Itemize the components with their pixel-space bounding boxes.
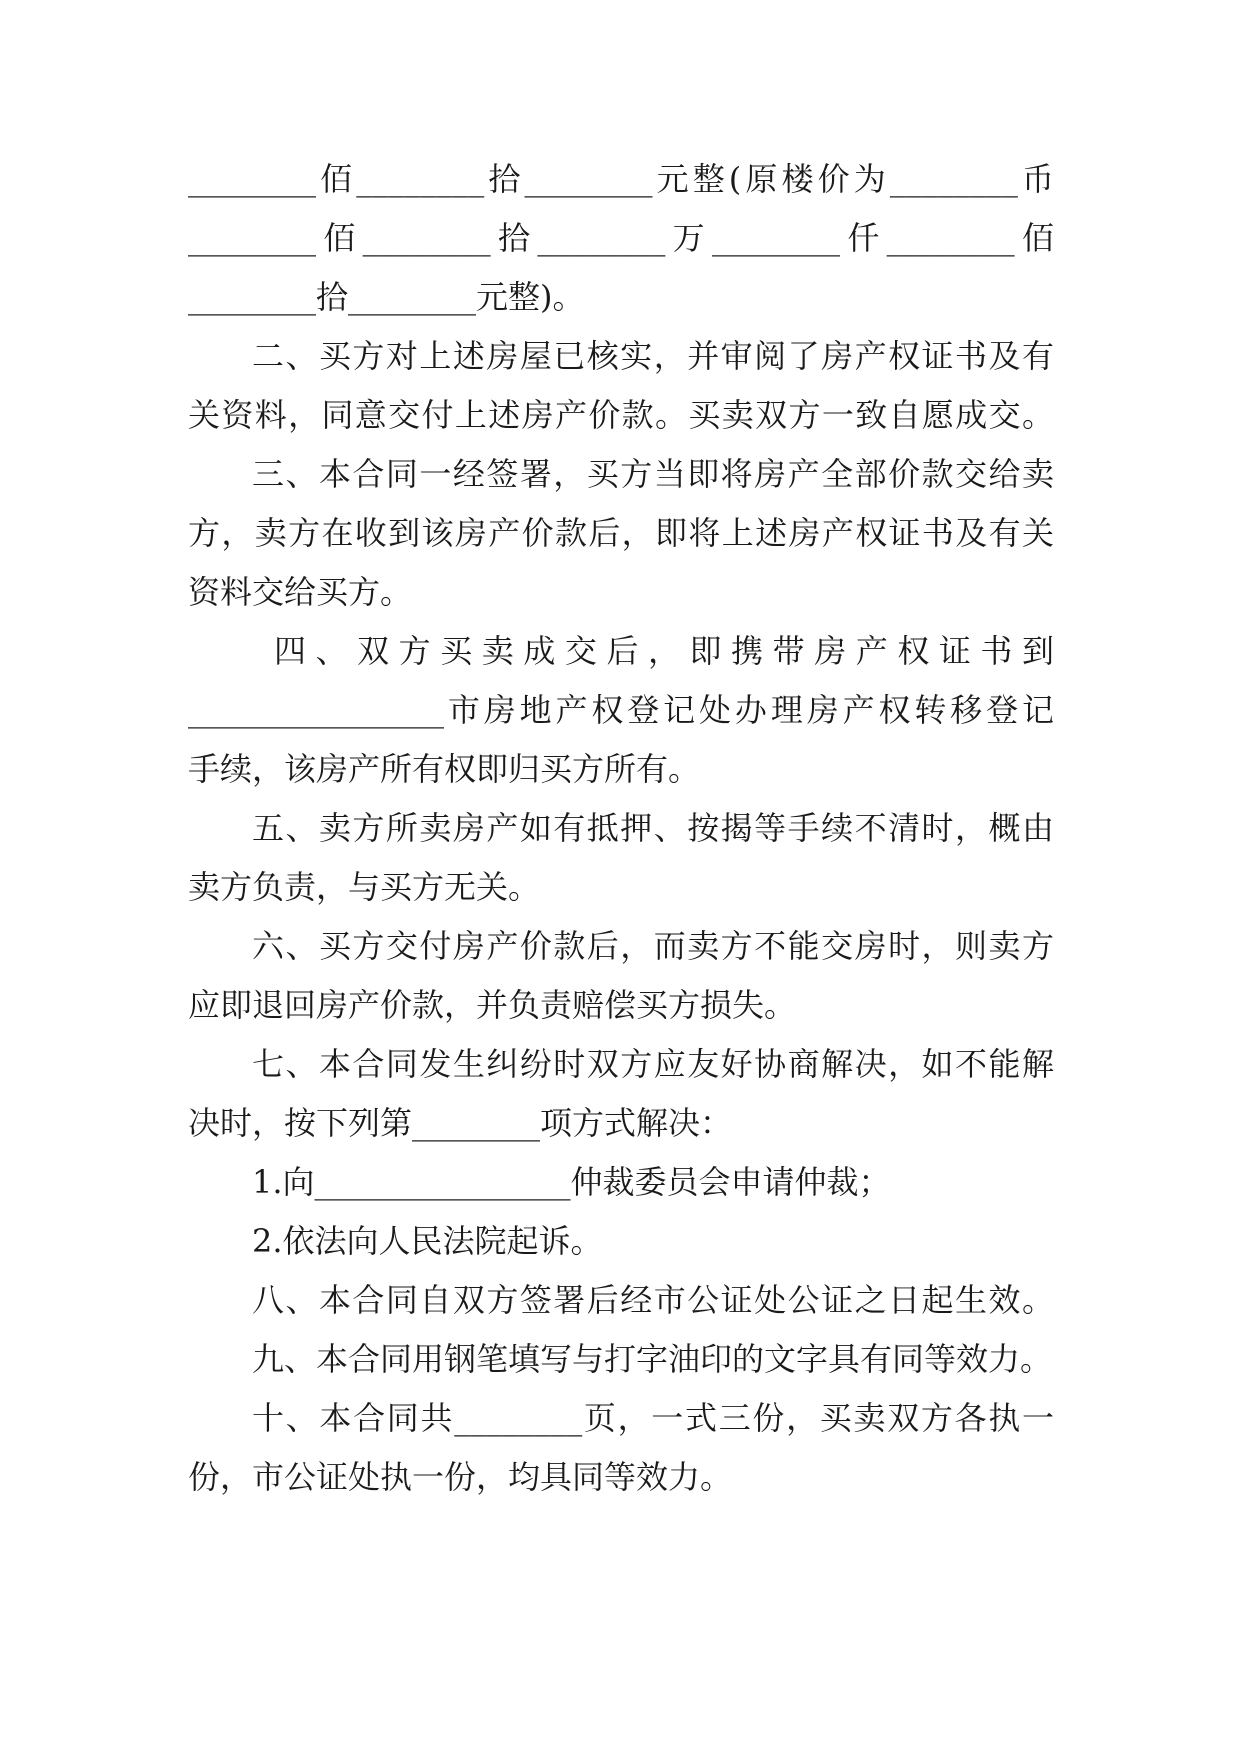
text-line: 手续，该房产所有权即归买方所有。 xyxy=(188,750,701,788)
text-line: ________拾________元整)。 xyxy=(188,278,585,316)
text-line: 1.向________________仲裁委员会申请仲裁； xyxy=(252,1163,891,1201)
text-line: 七、本合同发生纠纷时双方应友好协商解决，如不能解 xyxy=(252,1045,1054,1083)
text-line: 卖方负责，与买方无关。 xyxy=(188,868,541,906)
text-line: 十、本合同共________页，一式三份，买卖双方各执一 xyxy=(252,1399,1054,1437)
text-line: ________________市房地产权登记处办理房产权转移登记 xyxy=(188,691,1054,729)
text-line: 三、本合同一经签署，买方当即将房产全部价款交给卖 xyxy=(252,455,1054,493)
text-line: 份，市公证处执一份，均具同等效力。 xyxy=(188,1458,733,1496)
text-line: 九、本合同用钢笔填写与打字油印的文字具有同等效力。 xyxy=(252,1340,1053,1378)
text-line: 资料交给买方。 xyxy=(188,573,413,611)
text-line: 六、买方交付房产价款后，而卖方不能交房时，则卖方 xyxy=(252,927,1054,965)
text-line: ________佰________拾________万________仟________佰 xyxy=(188,219,1054,257)
text-line: 四、双方买卖成交后，即携带房产权证书到 xyxy=(274,632,1054,670)
contract-body xyxy=(188,150,1054,1507)
text-line: 八、本合同自双方签署后经市公证处公证之日起生效。 xyxy=(252,1281,1054,1319)
text-line: 二、买方对上述房屋已核实，并审阅了房产权证书及有 xyxy=(252,337,1054,375)
text-line: ________佰________拾________元整(原楼价为________币 xyxy=(188,160,1054,198)
text-line: 关资料，同意交付上述房产价款。买卖双方一致自愿成交。 xyxy=(188,396,1054,434)
text-line: 方，卖方在收到该房产价款后，即将上述房产权证书及有关 xyxy=(188,514,1054,552)
text-line: 决时，按下列第________项方式解决： xyxy=(188,1104,733,1142)
text-line: 应即退回房产价款，并负责赔偿买方损失。 xyxy=(188,986,797,1024)
text-line: 五、卖方所卖房产如有抵押、按揭等手续不清时，概由 xyxy=(252,809,1054,847)
text-line: 2.依法向人民法院起诉。 xyxy=(252,1222,603,1260)
